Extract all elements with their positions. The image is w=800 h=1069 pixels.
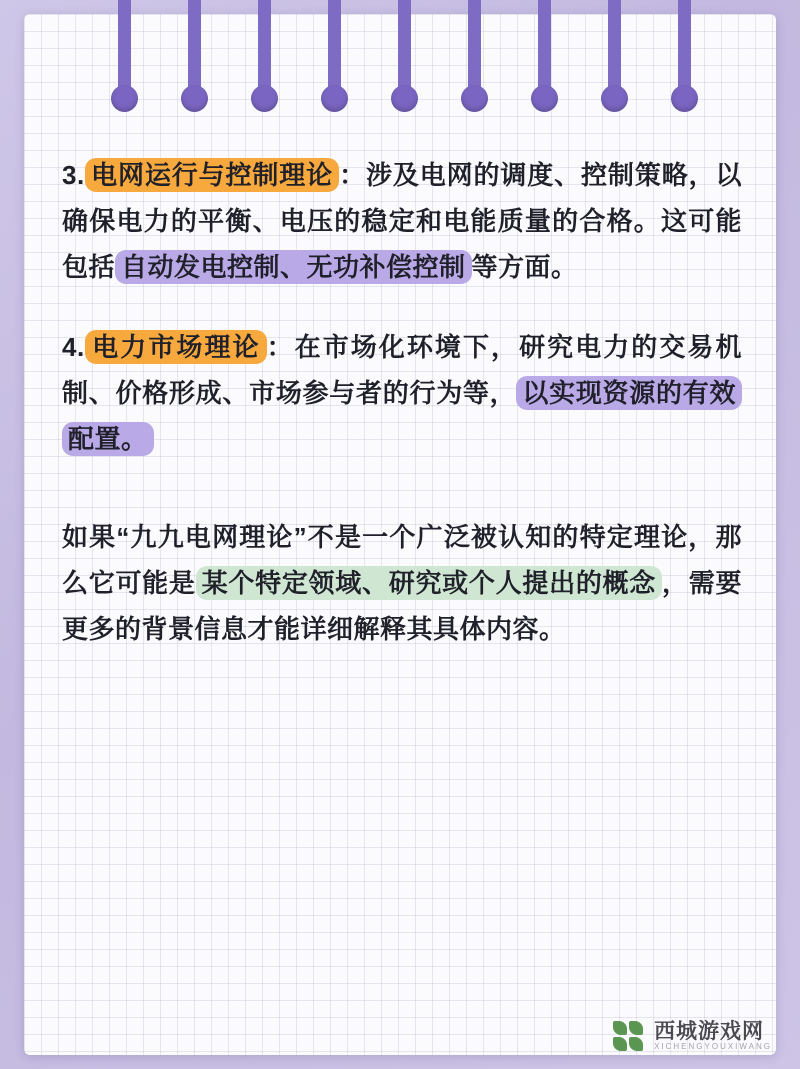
- leaf-logo-icon: [611, 1019, 645, 1053]
- watermark-text: [654, 1021, 772, 1051]
- watermark: [611, 1019, 772, 1053]
- paragraph-item-3: [62, 152, 742, 290]
- emphasis-highlight: 某个特定领域、研究或个人提出的概念: [196, 566, 662, 600]
- list-number: 3.: [62, 160, 85, 190]
- body-text: 在市场化环境下，研究电力的交易机制、价格形成、市场参与者的行为等，: [62, 332, 742, 408]
- colon: ：: [339, 160, 366, 190]
- watermark-subtitle: XICHENGYOUXIWANG: [654, 1041, 772, 1051]
- body-text: 如果“九九电网理论”不是一个广泛被认知的特定理论，那么它可能是: [62, 522, 742, 598]
- colon: ：: [266, 332, 295, 362]
- list-number: 4.: [62, 332, 85, 362]
- paragraph-item-4: [62, 324, 742, 462]
- term-highlight: 电网运行与控制理论: [85, 158, 339, 192]
- watermark-title: 西城游戏网: [654, 1019, 765, 1043]
- emphasis-highlight: 以实现资源的有效配置。: [62, 376, 742, 456]
- paragraph-closing: [62, 514, 742, 652]
- term-highlight: 电力市场理论: [85, 330, 267, 364]
- emphasis-highlight: 自动发电控制、无功补偿控制: [115, 250, 472, 284]
- body-text: 涉及电网的调度、控制策略，以确保电力的平衡、电压的稳定和电能质量的合格。这可能包括: [62, 160, 742, 282]
- body-text: 等方面。: [471, 252, 578, 282]
- body-text: ，需要更多的背景信息才能详细解释其具体内容。: [62, 568, 742, 644]
- note-content: [62, 152, 742, 686]
